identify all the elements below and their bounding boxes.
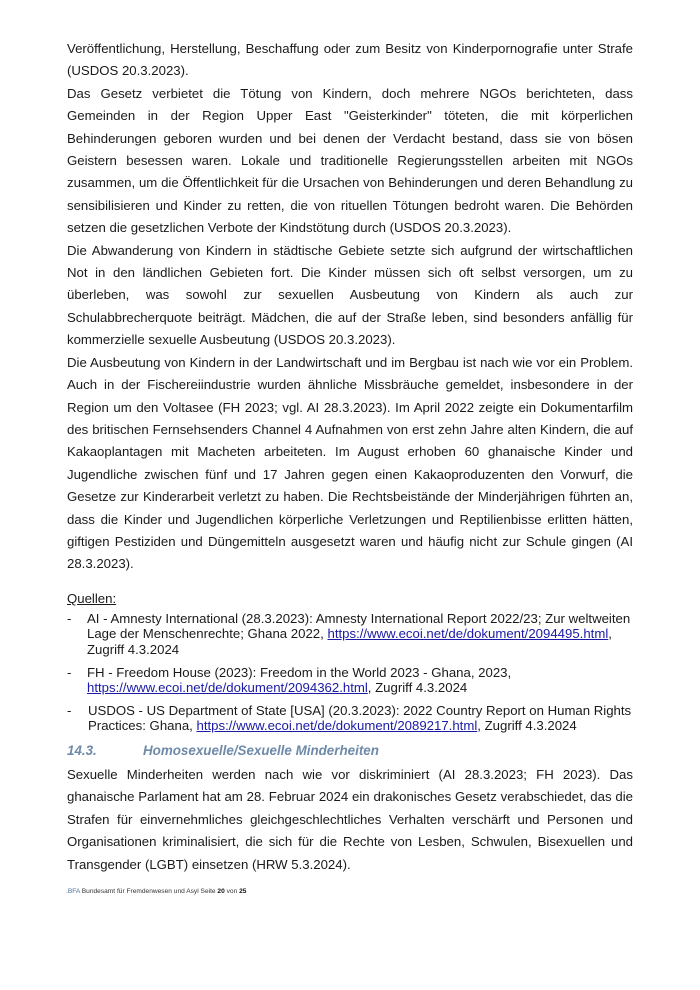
paragraph: Die Abwanderung von Kindern in städtische Gebiete setzte sich aufgrund der wirtschaftlichen Not in den ländlichen Gebieten fort. Die Kinder müssen sich oft selbst versorgen, um zu überleben, was sowohl zur sexuellen Ausbeutung von Kindern als auch zur Schulabbrecherquote beiträgt. Mädchen, die auf der Straße leben, sind besonders anfällig für kommerzielle sexuelle Ausbeutung (USDOS 20.3.2023). [67, 242, 633, 348]
footer-page-label: Seite [200, 888, 216, 895]
section-heading [67, 742, 633, 760]
footer-page-current: 20 [217, 888, 225, 895]
paragraph: Veröffentlichung, Herstellung, Beschaffung oder zum Besitz von Kinderpornografie unter Strafe (USDOS 20.3.2023). [67, 41, 633, 79]
source-access-date: , Zugriff 4.3.2024 [367, 680, 468, 696]
sources-section [67, 590, 633, 734]
footer-page-sep: von [226, 888, 238, 895]
source-text: FH - Freedom House (2023): Freedom in the World 2023 - Ghana, 2023, [87, 664, 512, 680]
footer-agency: Bundesamt für Fremdenwesen und Asyl [81, 888, 199, 895]
source-access-date: , Zugriff 4.3.2024 [87, 626, 612, 657]
page-footer [66, 888, 246, 895]
source-link[interactable]: https://www.ecoi.net/de/dokument/2094362.html [87, 680, 368, 696]
bfa-logo: .BFA [66, 888, 80, 895]
source-text: AI - Amnesty International (28.3.2023): Amnesty International Report 2022/23; Zur weltweiten Lage der Menschenrechte; Ghana 2022, [87, 610, 631, 642]
source-access-date: , Zugriff 4.3.2024 [477, 718, 577, 734]
source-text: USDOS - US Department of State [USA] (20.3.2023): 2022 Country Report on Human Rights Practices: Ghana, [88, 702, 632, 734]
source-item-ai [67, 611, 633, 658]
section-title: Homosexuelle/Sexuelle Minderheiten [143, 742, 379, 758]
document-page [67, 38, 633, 876]
source-item-fh [67, 665, 633, 696]
paragraph: Das Gesetz verbietet die Tötung von Kindern, doch mehrere NGOs berichteten, dass Gemeinden in der Region Upper East "Geisterkinder" töteten, die mit körperlichen Behinderungen geboren wurden und bei denen der Verdacht bestand, dass sie von bösen Geistern besessen waren. Lokale und traditionelle Regierungsstellen arbeiten mit NGOs zusammen, um die Öffentlichkeit für die Ursachen von Behinderungen und deren Behandlung zu sensibilisieren und Kinder zu retten, die von rituellen Tötungen bedroht waren. Die Behörden setzen die gesetzlichen Verbote der Kindstötung durch (USDOS 20.3.2023). [67, 85, 633, 236]
paragraph: Sexuelle Minderheiten werden nach wie vor diskriminiert (AI 28.3.2023; FH 2023). Das ghanaische Parlament hat am 28. Februar 2024 ein drakonisches Gesetz verabschiedet, das die Strafen für einvernehmliches gleichgeschlechtliches Verhalten verschärft und Personen und Organisationen kriminalisiert, die sich für die Rechte von Lesben, Schwulen, Bisexuellen und Transgender (LGBT) einsetzen (HRW 5.3.2024). [67, 766, 633, 872]
source-item-usdos [67, 703, 633, 734]
list-dash: - [67, 702, 72, 718]
list-dash: - [67, 610, 72, 626]
sources-title: Quellen: [67, 590, 117, 606]
source-link[interactable]: https://www.ecoi.net/de/dokument/2089217.html [196, 718, 478, 734]
footer-page-total: 25 [239, 888, 247, 895]
section-number: 14.3. [67, 742, 97, 758]
source-link[interactable]: https://www.ecoi.net/de/dokument/2094495.html [327, 626, 609, 642]
paragraph: Die Ausbeutung von Kindern in der Landwirtschaft und im Bergbau ist nach wie vor ein Problem. Auch in der Fischereiindustrie wurden ähnliche Missbräuche gemeldet, insbesondere in der Region um den Voltasee (FH 2023; vgl. AI 28.3.2023). Im April 2022 zeigte ein Dokumentarfilm des britischen Fernsehsenders Channel 4 Aufnahmen von erst zehn Jahre alten Kindern, die auf Kakaoplantagen mit Macheten arbeiteten. Im August erhoben 60 ghanaische Kinder und Jugendliche zwischen fünf und 17 Jahren gegen einen Kakaoproduzenten den Vorwurf, die Gesetze zur Kinderarbeit verletzt zu haben. Die Rechtsbeistände der Minderjährigen führten an, dass die Kinder und Jugendlichen körperliche Verletzungen und Reptilienbisse erlitten hätten, giftigen Pestiziden und Düngemitteln ausgesetzt waren und häufig nicht zur Schule gingen (AI 28.3.2023). [67, 354, 633, 572]
list-dash: - [67, 664, 72, 680]
